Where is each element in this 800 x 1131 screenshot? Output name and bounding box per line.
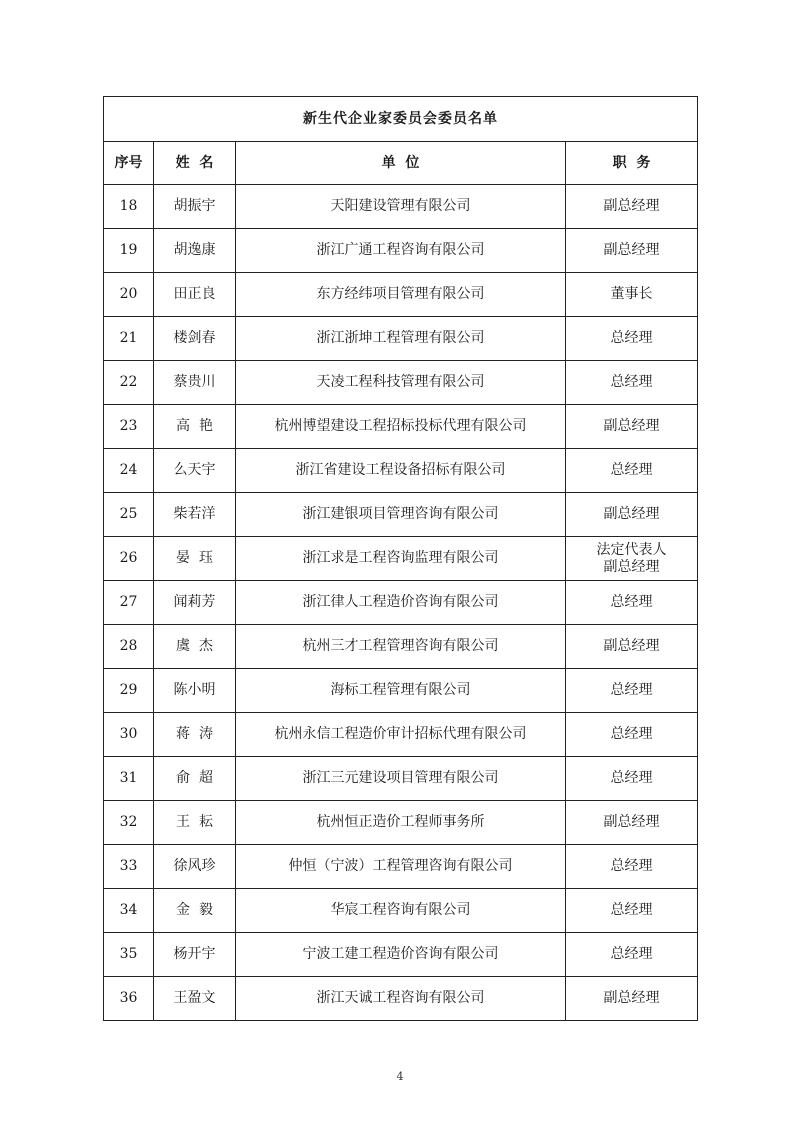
row-number: 18: [104, 185, 154, 229]
member-unit: 杭州博望建设工程招标投标代理有限公司: [236, 405, 566, 449]
row-number: 26: [104, 537, 154, 581]
member-name: 金 毅: [154, 889, 236, 933]
table-row: [104, 449, 698, 493]
member-role: 副总经理: [566, 801, 698, 845]
row-number: 33: [104, 845, 154, 889]
row-number: 23: [104, 405, 154, 449]
member-unit: 杭州永信工程造价审计招标代理有限公司: [236, 713, 566, 757]
header-role: 职 务: [566, 142, 698, 185]
table-title: 新生代企业家委员会委员名单: [104, 97, 698, 142]
member-name: 么天宇: [154, 449, 236, 493]
member-name: 晏 珏: [154, 537, 236, 581]
table-row: [104, 185, 698, 229]
member-role: 总经理: [566, 757, 698, 801]
member-roster-table: [103, 96, 698, 1021]
member-role: 总经理: [566, 581, 698, 625]
member-name: 王盈文: [154, 977, 236, 1021]
member-name: 蒋 涛: [154, 713, 236, 757]
table-row: [104, 669, 698, 713]
member-name: 陈小明: [154, 669, 236, 713]
member-unit: 浙江建银项目管理咨询有限公司: [236, 493, 566, 537]
row-number: 24: [104, 449, 154, 493]
member-unit: 杭州恒正造价工程师事务所: [236, 801, 566, 845]
member-name: 田正良: [154, 273, 236, 317]
row-number: 35: [104, 933, 154, 977]
member-name: 楼剑春: [154, 317, 236, 361]
member-role: 总经理: [566, 713, 698, 757]
member-unit: 海标工程管理有限公司: [236, 669, 566, 713]
row-number: 28: [104, 625, 154, 669]
table-row: [104, 361, 698, 405]
member-role: 总经理: [566, 845, 698, 889]
table-row: [104, 537, 698, 581]
row-number: 32: [104, 801, 154, 845]
table-row: [104, 889, 698, 933]
table-row: [104, 933, 698, 977]
member-name: 胡振宇: [154, 185, 236, 229]
table-row: [104, 229, 698, 273]
member-name: 杨开宇: [154, 933, 236, 977]
table-row: [104, 317, 698, 361]
row-number: 22: [104, 361, 154, 405]
table-row: [104, 405, 698, 449]
member-role: 总经理: [566, 317, 698, 361]
table-row: [104, 801, 698, 845]
row-number: 25: [104, 493, 154, 537]
table-row: [104, 713, 698, 757]
row-number: 20: [104, 273, 154, 317]
member-unit: 杭州三才工程管理咨询有限公司: [236, 625, 566, 669]
member-unit: 浙江律人工程造价咨询有限公司: [236, 581, 566, 625]
header-unit: 单 位: [236, 142, 566, 185]
row-number: 36: [104, 977, 154, 1021]
member-role: 总经理: [566, 361, 698, 405]
table-row: [104, 493, 698, 537]
member-role: 副总经理: [566, 493, 698, 537]
member-name: 徐风珍: [154, 845, 236, 889]
member-role: 总经理: [566, 933, 698, 977]
member-name: 虞 杰: [154, 625, 236, 669]
header-no: 序号: [104, 142, 154, 185]
row-number: 31: [104, 757, 154, 801]
row-number: 34: [104, 889, 154, 933]
member-name: 柴若洋: [154, 493, 236, 537]
member-unit: 天凌工程科技管理有限公司: [236, 361, 566, 405]
member-role: 总经理: [566, 889, 698, 933]
row-number: 27: [104, 581, 154, 625]
member-unit: 华宸工程咨询有限公司: [236, 889, 566, 933]
member-role: 董事长: [566, 273, 698, 317]
table-row: [104, 977, 698, 1021]
member-name: 王 耘: [154, 801, 236, 845]
member-unit: 东方经纬项目管理有限公司: [236, 273, 566, 317]
member-name: 俞 超: [154, 757, 236, 801]
member-unit: 浙江三元建设项目管理有限公司: [236, 757, 566, 801]
member-name: 闻莉芳: [154, 581, 236, 625]
member-role-line2: 副总经理: [603, 558, 660, 575]
member-role: [566, 537, 698, 581]
table-row: [104, 757, 698, 801]
member-role: 副总经理: [566, 185, 698, 229]
member-unit: 浙江求是工程咨询监理有限公司: [236, 537, 566, 581]
member-role-line1: 法定代表人: [596, 541, 667, 558]
member-unit: 浙江省建设工程设备招标有限公司: [236, 449, 566, 493]
page-number: 4: [396, 1070, 404, 1083]
row-number: 30: [104, 713, 154, 757]
table-row: [104, 625, 698, 669]
table-row: [104, 845, 698, 889]
member-unit: 浙江天诚工程咨询有限公司: [236, 977, 566, 1021]
member-unit: 浙江浙坤工程管理有限公司: [236, 317, 566, 361]
row-number: 19: [104, 229, 154, 273]
member-unit: 天阳建设管理有限公司: [236, 185, 566, 229]
member-unit: 仲恒（宁波）工程管理咨询有限公司: [236, 845, 566, 889]
table-row: [104, 581, 698, 625]
member-role: 总经理: [566, 449, 698, 493]
row-number: 29: [104, 669, 154, 713]
row-number: 21: [104, 317, 154, 361]
member-role: 副总经理: [566, 405, 698, 449]
header-row: [104, 142, 698, 185]
roster-body: [104, 185, 698, 1021]
member-name: 胡逸康: [154, 229, 236, 273]
member-unit: 浙江广通工程咨询有限公司: [236, 229, 566, 273]
member-role: 副总经理: [566, 229, 698, 273]
header-name: 姓 名: [154, 142, 236, 185]
member-name: 蔡贵川: [154, 361, 236, 405]
table-row: [104, 273, 698, 317]
member-role: 总经理: [566, 669, 698, 713]
member-name: 高 艳: [154, 405, 236, 449]
member-unit: 宁波工建工程造价咨询有限公司: [236, 933, 566, 977]
member-role: 副总经理: [566, 625, 698, 669]
member-role: 副总经理: [566, 977, 698, 1021]
